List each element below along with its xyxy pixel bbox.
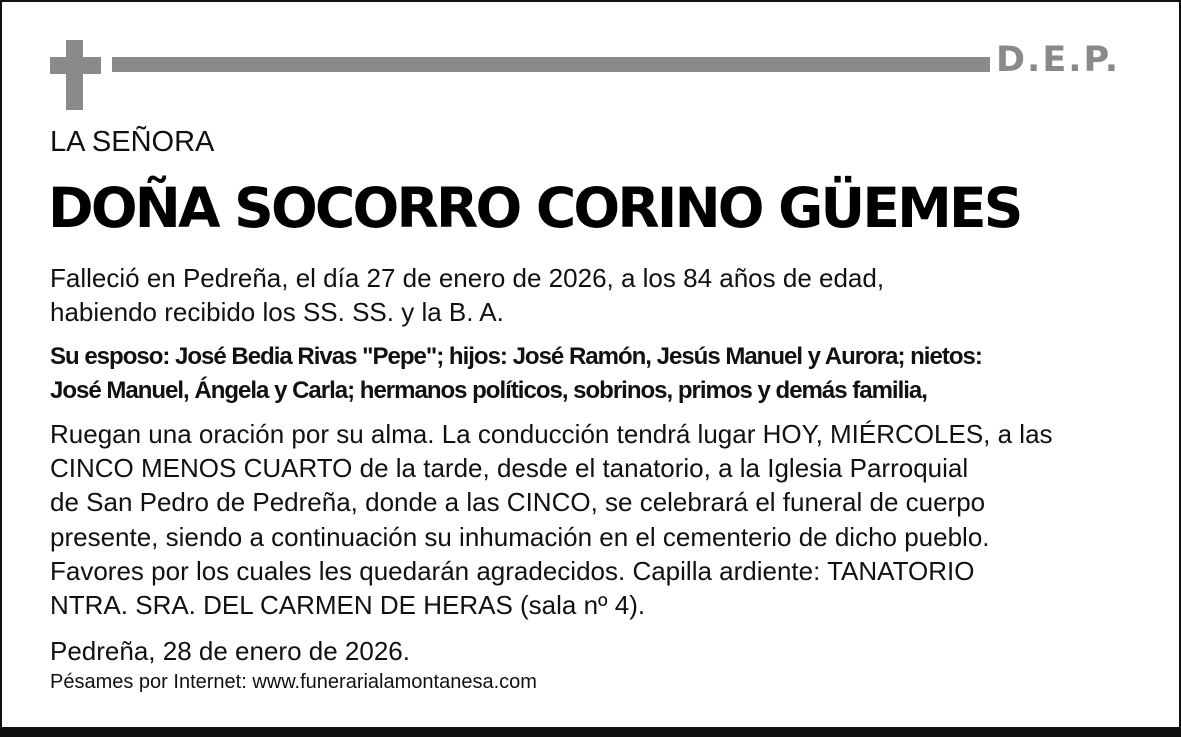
honorific: LA SEÑORA xyxy=(50,126,215,158)
family-list xyxy=(50,340,1160,408)
death-notice-line: Falleció en Pedreña, el día 27 de enero de 2026, a los 84 años de edad, xyxy=(50,263,885,293)
death-notice-line: habiendo recibido los SS. SS. y la B. A. xyxy=(50,297,504,327)
dep-label: D.E.P. xyxy=(996,40,1121,80)
death-notice xyxy=(50,261,1160,329)
service-line: Favores por los cuales les quedarán agradecidos. Capilla ardiente: TANATORIO xyxy=(50,555,975,586)
family-line: Su esposo: José Bedia Rivas "Pepe"; hijos: José Ramón, Jesús Manuel y Aurora; nietos: xyxy=(50,343,982,370)
service-line: CINCO MENOS CUARTO de la tarde, desde el tanatorio, a la Iglesia Parroquial xyxy=(50,453,969,484)
bottom-border xyxy=(0,727,1181,737)
place-date: Pedreña, 28 de enero de 2026. xyxy=(50,636,410,666)
deceased-name: DOÑA SOCORRO CORINO GÜEMES xyxy=(48,176,1021,240)
service-line: Ruegan una oración por su alma. La conducción tendrá lugar HOY, MIÉRCOLES, a las xyxy=(50,419,1053,449)
latin-cross-icon xyxy=(50,40,101,110)
service-line: presente, siendo a continuación su inhumación en el cementerio de dicho pueblo. xyxy=(50,521,990,552)
condolences-line: Pésames por Internet: www.funerarialamontanesa.com xyxy=(50,671,537,693)
family-line: José Manuel, Ángela y Carla; hermanos políticos, sobrinos, primos y demás familia, xyxy=(50,377,927,404)
service-line: de San Pedro de Pedreña, donde a las CINCO, se celebrará el funeral de cuerpo xyxy=(50,487,986,518)
service-details xyxy=(50,417,1160,622)
service-line: NTRA. SRA. DEL CARMEN DE HERAS (sala nº 4). xyxy=(50,590,646,621)
header-divider xyxy=(112,57,990,72)
